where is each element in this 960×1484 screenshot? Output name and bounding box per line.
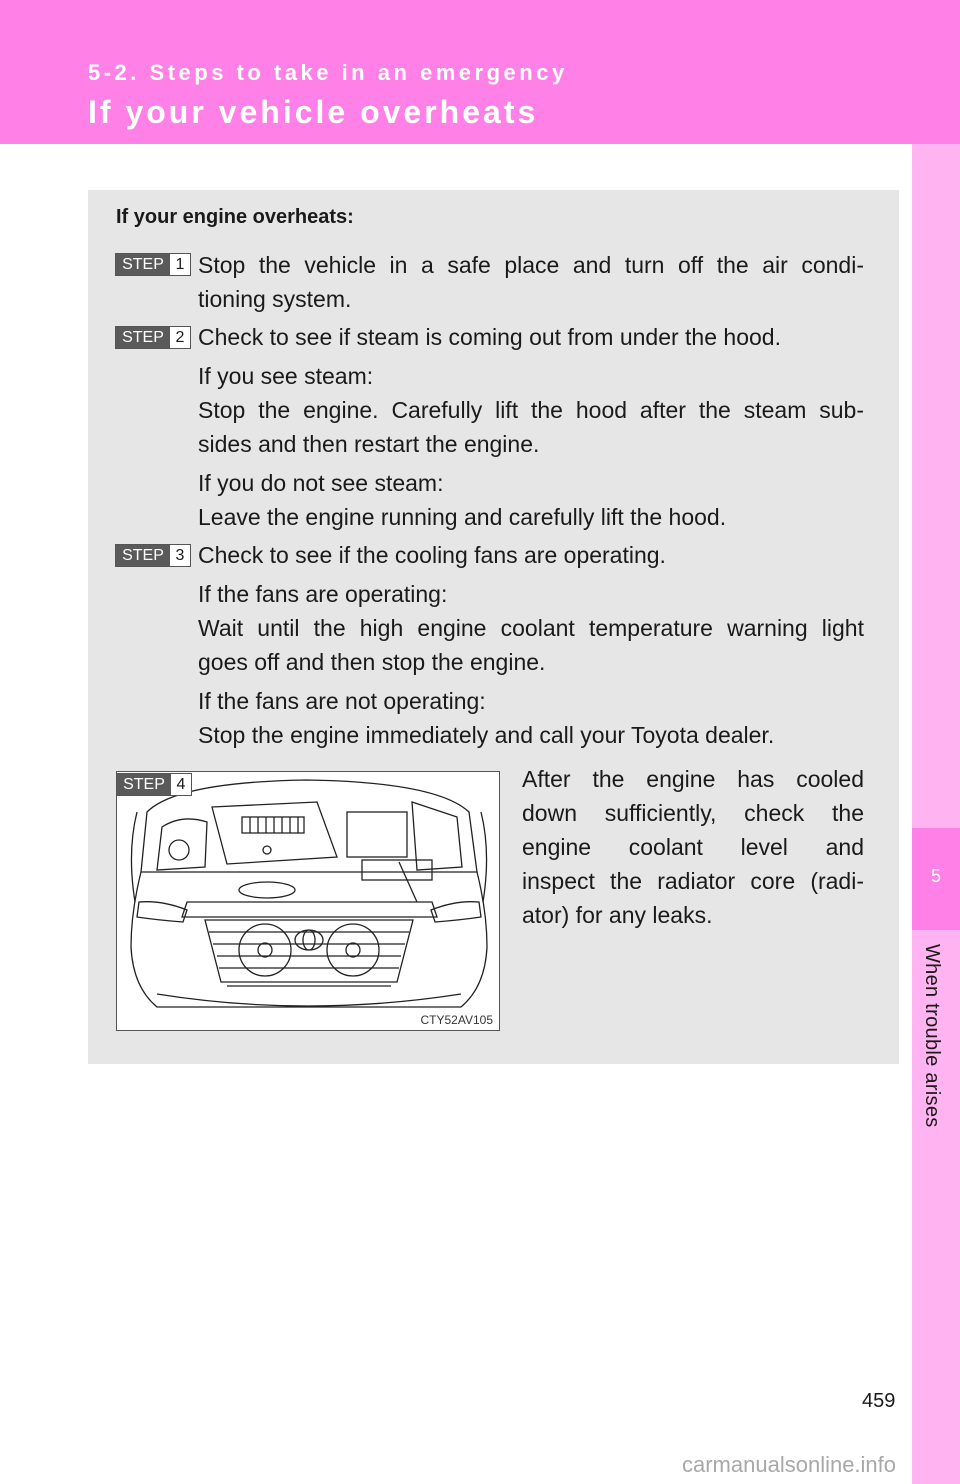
- header-band: [0, 0, 960, 144]
- step-3-badge: [115, 544, 191, 567]
- subheading: If your engine overheats:: [116, 206, 354, 228]
- step-2-line-5: If you do not see steam:: [198, 470, 444, 496]
- step-word: STEP: [116, 327, 170, 348]
- chapter-number: 5: [930, 866, 941, 886]
- car-front-drawing: [117, 772, 500, 1031]
- side-strip: [912, 144, 960, 1484]
- step-1-line-2: tioning system.: [198, 286, 352, 312]
- step-4-line-4: inspect the radiator core (radi-: [522, 868, 864, 894]
- section-label: 5-2. Steps to take in an emergency: [88, 60, 568, 85]
- step-3-line-5: If the fans are not operating:: [198, 688, 486, 714]
- watermark: carmanualsonline.info: [682, 1452, 897, 1477]
- step-4-line-5: ator) for any leaks.: [522, 902, 713, 928]
- step-3-line-6: Stop the engine immediately and call your Toyota dealer.: [198, 722, 775, 748]
- step-word: STEP: [116, 254, 170, 275]
- step-1-badge: [115, 253, 191, 276]
- step-4-badge: [116, 773, 192, 796]
- page-title: If your vehicle overheats: [88, 94, 539, 130]
- step-2-badge: [115, 326, 191, 349]
- step-3-line-3: Wait until the high engine coolant temperature warning light: [198, 615, 864, 641]
- step-2-line-1: Check to see if steam is coming out from under the hood.: [198, 324, 781, 350]
- step-2-line-3: Stop the engine. Carefully lift the hood after the steam sub-: [198, 397, 864, 423]
- step-number: 3: [175, 547, 185, 564]
- step-number: 1: [175, 256, 185, 273]
- step-2-line-6: Leave the engine running and carefully lift the hood.: [198, 504, 727, 530]
- step-number: 4: [176, 776, 186, 793]
- step-4-line-1: After the engine has cooled: [522, 766, 864, 792]
- step-1-line-1: Stop the vehicle in a safe place and turn off the air condi-: [198, 252, 864, 278]
- page-number: 459: [862, 1390, 896, 1412]
- step-3-line-2: If the fans are operating:: [198, 581, 448, 607]
- step-3-line-4: goes off and then stop the engine.: [198, 649, 546, 675]
- step-2-line-4: sides and then restart the engine.: [198, 431, 540, 457]
- step-word: STEP: [116, 545, 170, 566]
- step-4-line-2: down sufficiently, check the: [522, 800, 864, 826]
- figure-code: CTY52AV105: [420, 1013, 493, 1027]
- step-4-line-3: engine coolant level and: [522, 834, 864, 860]
- step-word: STEP: [117, 774, 171, 795]
- step-3-line-1: Check to see if the cooling fans are operating.: [198, 542, 666, 568]
- engine-bay-illustration: [116, 771, 500, 1031]
- step-number: 2: [175, 329, 185, 346]
- chapter-tab[interactable]: [912, 828, 960, 930]
- step-2-line-2: If you see steam:: [198, 363, 374, 389]
- chapter-title: When trouble arises: [921, 944, 943, 1128]
